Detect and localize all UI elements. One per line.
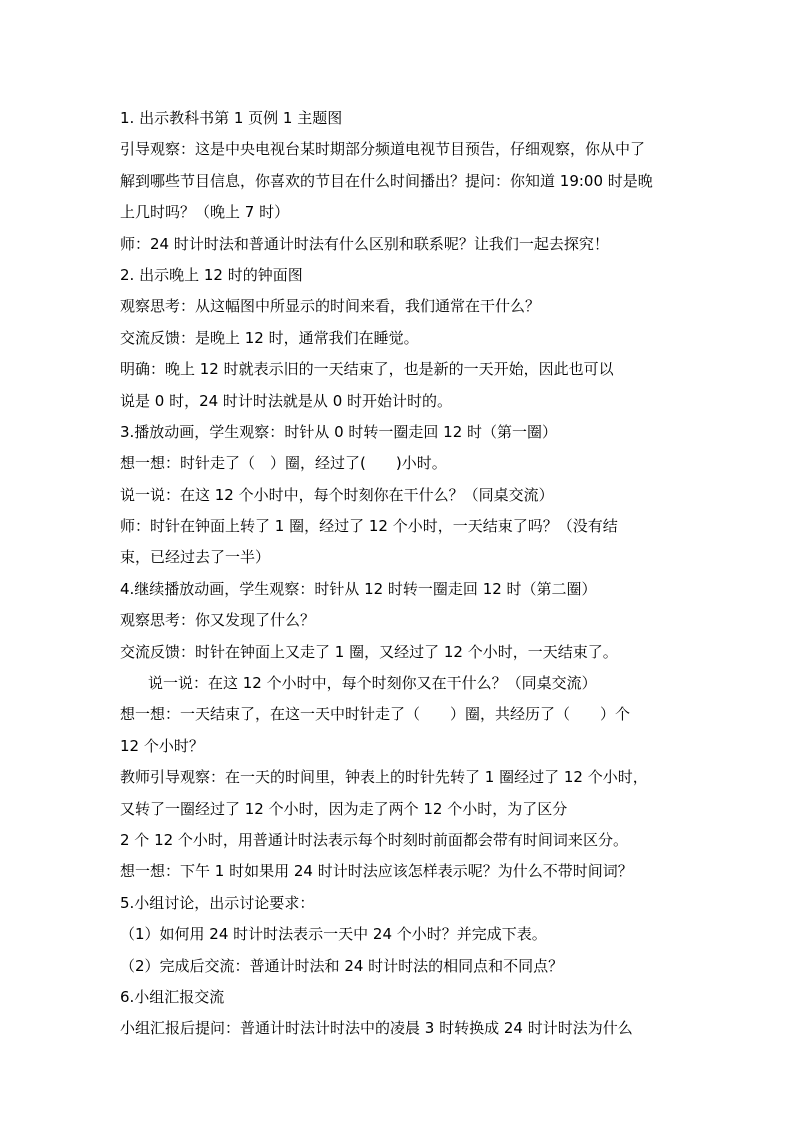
text-line: 5.小组讨论，出示讨论要求： bbox=[120, 893, 315, 912]
text-line: 想一想：时针走了（ ）圈，经过了( )小时。 bbox=[120, 454, 447, 473]
text-line: 4.继续播放动画，学生观察：时针从 12 时转一圈走回 12 时（第二圈） bbox=[120, 579, 597, 598]
text-line: 明确：晚上 12 时就表示旧的一天结束了，也是新的一天开始，因此也可以 bbox=[120, 360, 614, 379]
text-line: （1）如何用 24 时计时法表示一天中 24 个小时？并完成下表。 bbox=[120, 925, 547, 944]
text-line: （2）完成后交流：普通计时法和 24 时计时法的相同点和不同点？ bbox=[120, 956, 564, 975]
text-line: 交流反馈：是晚上 12 时，通常我们在睡觉。 bbox=[120, 328, 419, 347]
text-line: 6.小组汇报交流 bbox=[120, 987, 225, 1006]
text-line: 师：时针在钟面上转了 1 圈，经过了 12 个小时，一天结束了吗？（没有结 bbox=[120, 517, 618, 536]
text-line: 上几时吗？（晚上 7 时） bbox=[120, 203, 290, 222]
text-line: 交流反馈：时针在钟面上又走了 1 圈，又经过了 12 个小时，一天结束了。 bbox=[120, 642, 618, 661]
text-line: 又转了一圈经过了 12 个小时，因为走了两个 12 个小时，为了区分 bbox=[120, 799, 568, 818]
text-line: 教师引导观察：在一天的时间里，钟表上的时针先转了 1 圈经过了 12 个小时， bbox=[120, 768, 648, 787]
text-line: 师：24 时计时法和普通计时法有什么区别和联系呢？让我们一起去探究！ bbox=[120, 234, 609, 253]
text-line: 小组汇报后提问：普通计时法计时法中的凌晨 3 时转换成 24 时计时法为什么 bbox=[120, 1019, 633, 1038]
text-line: 12 个小时？ bbox=[120, 736, 204, 755]
text-line: 说一说：在这 12 个小时中，每个时刻你在干什么？（同桌交流） bbox=[120, 485, 554, 504]
text-line: 想一想：下午 1 时如果用 24 时计时法应该怎样表示呢？为什么不带时间词？ bbox=[120, 862, 633, 881]
text-line: 观察思考：从这幅图中所显示的时间来看，我们通常在干什么？ bbox=[120, 297, 541, 316]
text-line: 3.播放动画，学生观察：时针从 0 时转一圈走回 12 时（第一圈） bbox=[120, 422, 558, 441]
text-line: 2 个 12 个小时，用普通计时法表示每个时刻时前面都会带有时间词来区分。 bbox=[120, 830, 628, 849]
text-line: 2. 出示晚上 12 时的钟面图 bbox=[120, 265, 303, 284]
text-line: 1. 出示教科书第 1 页例 1 主题图 bbox=[120, 109, 343, 127]
text-line: 解到哪些节目信息，你喜欢的节目在什么时间播出？提问：你知道 19:00 时是晚 bbox=[120, 171, 653, 190]
text-line: 说是 0 时，24 时计时法就是从 0 时开始计时的。 bbox=[120, 391, 453, 410]
document-body bbox=[120, 103, 680, 1045]
text-line: 引导观察：这是中央电视台某时期部分频道电视节目预告，仔细观察，你从中了 bbox=[120, 140, 646, 159]
text-line: 想一想：一天结束了，在这一天中时针走了（ ）圈，共经历了（ ）个 bbox=[120, 705, 631, 724]
text-line: 观察思考：你又发现了什么？ bbox=[120, 611, 316, 630]
text-line: 说一说：在这 12 个小时中，每个时刻你又在干什么？（同桌交流） bbox=[148, 674, 597, 693]
text-line: 束，已经过去了一半） bbox=[120, 548, 271, 567]
